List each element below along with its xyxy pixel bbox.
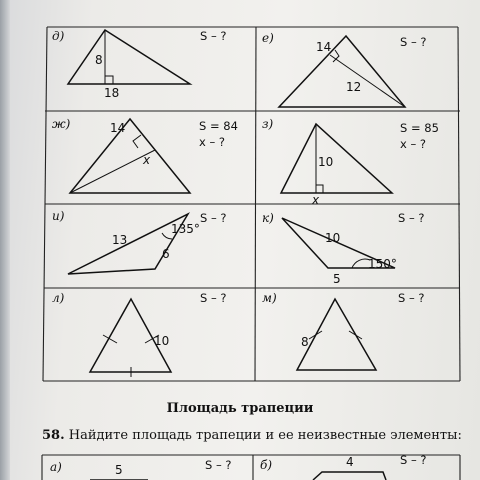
cell-l-label: л) xyxy=(52,291,65,305)
cell-l xyxy=(52,291,226,377)
cell-zh-label: ж) xyxy=(52,117,71,131)
cell-z xyxy=(262,117,439,207)
cell-m-label: м) xyxy=(262,291,277,305)
tick-mark xyxy=(349,331,362,339)
cell-d xyxy=(52,29,226,100)
cell-zh-given: S = 84 xyxy=(199,119,238,133)
cell-z-given: S = 85 xyxy=(400,121,439,135)
cell-k-label: к) xyxy=(262,211,274,225)
cell-m-question: S – ? xyxy=(398,291,425,305)
cell-m xyxy=(262,291,424,370)
problem-statement xyxy=(42,428,462,443)
cell-e-side-b: 12 xyxy=(346,80,362,94)
triangle-m xyxy=(297,299,376,370)
trapezoid-b xyxy=(313,472,386,480)
cell-zh-question: x – ? xyxy=(199,135,225,149)
cell-d-side-b: 18 xyxy=(104,86,120,100)
cell-zh-var: x xyxy=(143,153,151,167)
cell-k-side-b: 5 xyxy=(333,272,341,286)
cell-a xyxy=(50,458,231,480)
right-angle-mark xyxy=(133,135,141,148)
cell-i-side-b: 6 xyxy=(162,247,170,261)
cell-k-side-a: 10 xyxy=(325,231,341,245)
cell-k-question: S – ? xyxy=(398,211,425,225)
cell-e xyxy=(262,31,426,107)
cell-zh-side-a: 14 xyxy=(110,121,126,135)
cell-a-question: S – ? xyxy=(205,458,232,472)
right-angle-mark xyxy=(316,185,323,193)
cell-l-question: S – ? xyxy=(200,291,227,305)
cell-a-side-a: 5 xyxy=(115,463,123,477)
cell-i-side-a: 13 xyxy=(112,233,128,247)
cell-e-question: S – ? xyxy=(400,35,427,49)
right-angle-mark xyxy=(105,76,113,84)
triangle-e xyxy=(279,36,405,107)
cell-d-side-a: 8 xyxy=(95,53,103,67)
problem-text: Найдите площадь трапеции и ее неизвестные элементы: xyxy=(68,428,462,443)
cell-z-label: з) xyxy=(262,117,274,131)
cell-d-question: S – ? xyxy=(200,29,227,43)
triangle-i xyxy=(68,214,188,274)
cell-i-question: S – ? xyxy=(200,211,227,225)
cell-i-angle: 135° xyxy=(171,222,200,236)
cell-e-label: е) xyxy=(262,31,274,45)
cell-b-side-a: 4 xyxy=(346,455,354,469)
cell-b xyxy=(260,453,426,480)
tick-mark xyxy=(309,331,322,339)
cell-l-side-a: 10 xyxy=(154,334,170,348)
cell-m-side-a: 8 xyxy=(301,335,309,349)
cell-b-label: б) xyxy=(260,458,273,472)
cell-zh xyxy=(52,117,238,193)
cell-k xyxy=(262,211,424,286)
cell-z-side-a: 10 xyxy=(318,155,334,169)
triangle-zh xyxy=(70,119,190,193)
cell-i xyxy=(52,209,226,274)
cell-e-side-a: 14 xyxy=(316,40,332,54)
cell-i-label: и) xyxy=(52,209,65,223)
triangle-d xyxy=(68,30,190,84)
cell-b-question: S – ? xyxy=(400,453,427,467)
triangle-z xyxy=(281,124,392,193)
section-title: Площадь трапеции xyxy=(166,401,314,416)
cell-d-label: д) xyxy=(52,29,65,43)
problem-number: 58. xyxy=(42,428,65,443)
cell-a-label: а) xyxy=(50,460,62,474)
cell-z-question: x – ? xyxy=(400,137,426,151)
cell-z-var: x xyxy=(312,193,320,207)
cell-k-angle: 150° xyxy=(368,257,397,271)
